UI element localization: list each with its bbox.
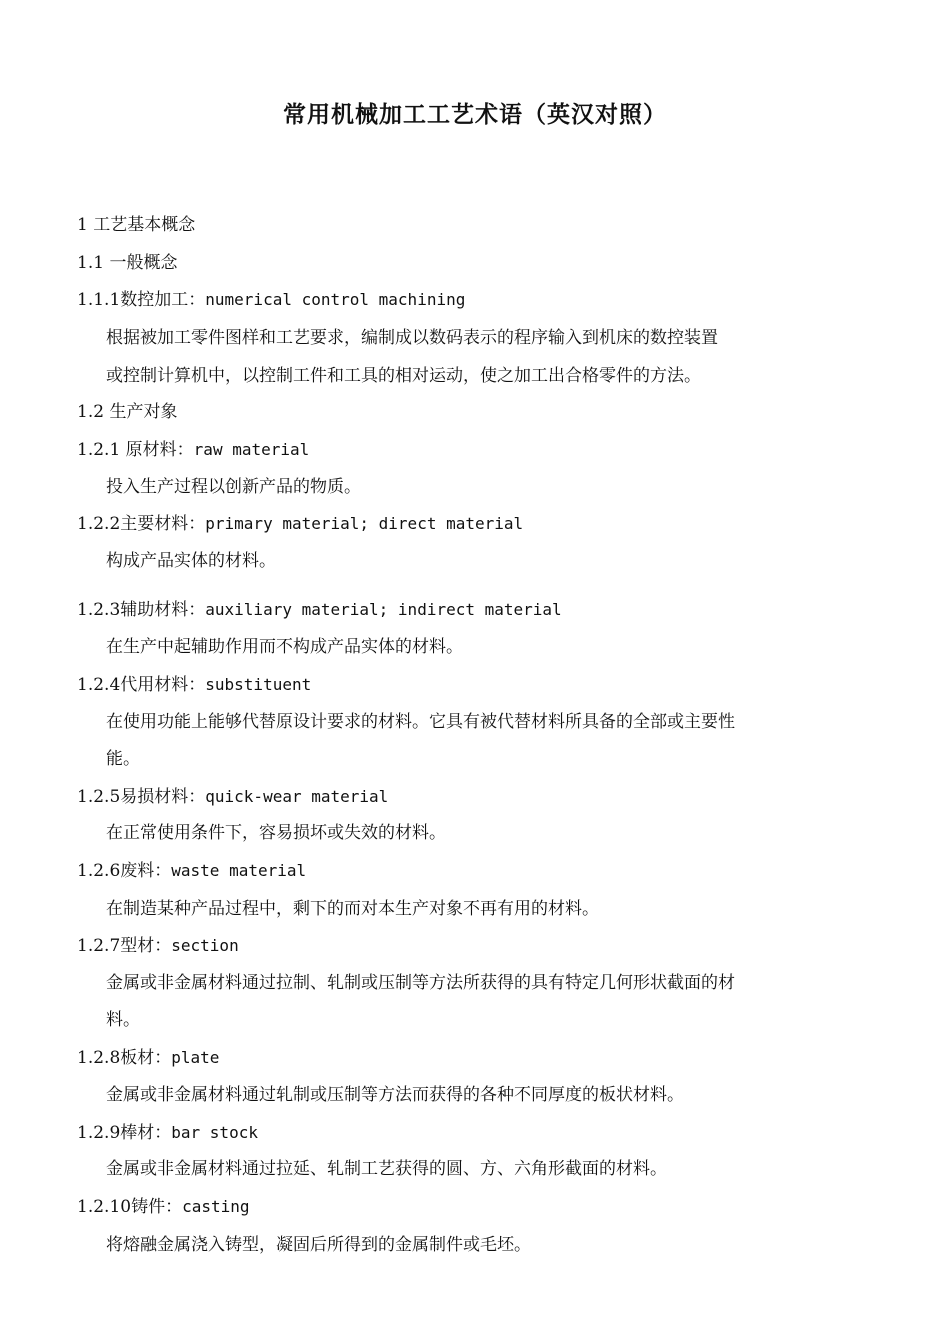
term-entry-heading: 1.2.3辅助材料：auxiliary material; indirect material bbox=[77, 600, 562, 620]
subsection-heading: 1.2 生产对象 bbox=[77, 402, 178, 422]
term-entry-heading: 1.1.1数控加工：numerical control machining bbox=[77, 290, 466, 310]
term-entry-heading: 1.2.6废料：waste material bbox=[77, 861, 307, 881]
term-entry-heading: 1.2.9棒材：bar stock bbox=[77, 1123, 258, 1143]
term-entry-heading: 1.2.10铸件：casting bbox=[77, 1197, 250, 1217]
term-definition: 投入生产过程以创新产品的物质。 bbox=[106, 477, 361, 497]
term-entry-heading: 1.2.2主要材料：primary material; direct material bbox=[77, 514, 524, 534]
term-definition: 金属或非金属材料通过拉延、轧制工艺获得的圆、方、六角形截面的材料。 bbox=[106, 1159, 667, 1179]
term-entry-heading: 1.2.5易损材料：quick-wear material bbox=[77, 787, 389, 807]
term-definition: 在正常使用条件下，容易损坏或失效的材料。 bbox=[106, 823, 446, 843]
term-entry-heading: 1.2.1 原材料：raw material bbox=[77, 440, 310, 460]
term-definition: 能。 bbox=[106, 749, 140, 769]
term-definition: 金属或非金属材料通过拉制、轧制或压制等方法所获得的具有特定几何形状截面的材 bbox=[106, 973, 735, 993]
term-definition: 或控制计算机中，以控制工件和工具的相对运动，使之加工出合格零件的方法。 bbox=[106, 366, 701, 386]
term-entry-heading: 1.2.4代用材料：substituent bbox=[77, 675, 312, 695]
term-definition: 金属或非金属材料通过轧制或压制等方法而获得的各种不同厚度的板状材料。 bbox=[106, 1085, 684, 1105]
term-definition: 将熔融金属浇入铸型，凝固后所得到的金属制件或毛坯。 bbox=[106, 1235, 531, 1255]
term-definition: 构成产品实体的材料。 bbox=[106, 551, 276, 571]
subsection-heading: 1.1 一般概念 bbox=[77, 253, 178, 273]
term-definition: 在制造某种产品过程中，剩下的而对本生产对象不再有用的材料。 bbox=[106, 899, 599, 919]
term-entry-heading: 1.2.8板材：plate bbox=[77, 1048, 220, 1068]
term-definition: 根据被加工零件图样和工艺要求，编制成以数码表示的程序输入到机床的数控装置 bbox=[106, 328, 718, 348]
term-definition: 料。 bbox=[106, 1010, 140, 1030]
term-definition: 在生产中起辅助作用而不构成产品实体的材料。 bbox=[106, 637, 463, 657]
page-title: 常用机械加工工艺术语（英汉对照） bbox=[283, 101, 667, 128]
term-entry-heading: 1.2.7型材：section bbox=[77, 936, 239, 956]
section-heading: 1 工艺基本概念 bbox=[77, 215, 196, 235]
term-definition: 在使用功能上能够代替原设计要求的材料。它具有被代替材料所具备的全部或主要性 bbox=[106, 712, 735, 732]
